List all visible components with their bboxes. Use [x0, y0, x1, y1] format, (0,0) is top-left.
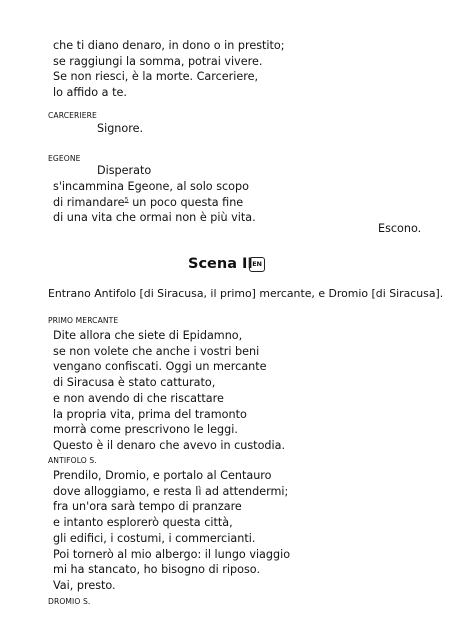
verse-block-antifolo [53, 468, 290, 594]
verse-line: la propria vita, prima del tramonto [53, 407, 247, 421]
verse-block-intro [53, 38, 285, 101]
speaker-name-carceriere: CARCERIERE [48, 111, 97, 120]
verse-text: un poco questa fine [132, 196, 244, 209]
verse-line: di una vita che ormai non è più vita. [53, 211, 256, 224]
verse-line: gli edifici, i costumi, i commercianti. [53, 531, 256, 545]
verse-line-with-footnote [53, 196, 243, 209]
verse-line: che ti diano denaro, in dono o in prestito; [53, 39, 285, 52]
verse-line: Dite allora che siete di Epidamno, [53, 329, 243, 342]
verse-line: di Siracusa è stato catturato, [53, 376, 216, 390]
verse-line: Vai, presto. [53, 578, 116, 592]
verse-block-primo-mercante [53, 328, 285, 454]
stage-direction-disperato: Disperato [97, 164, 152, 177]
speaker-name-primo-mercante: PRIMO MERCANTE [48, 316, 119, 325]
english-version-link-icon[interactable]: EN [249, 257, 265, 272]
footnote-link[interactable]: 5 [124, 195, 129, 204]
verse-line: Questo è il denaro che avevo in custodia. [53, 438, 286, 452]
verse-line: dove alloggiamo, e resta lì ad attendermi; [53, 484, 289, 498]
verse-line: Se non riesci, è la morte. Carceriere, [53, 70, 259, 84]
verse-text: di rimandare [53, 196, 125, 209]
speaker-name-egeone: EGEONE [48, 154, 81, 163]
scene-title: Scena II [188, 256, 253, 272]
verse-line: fra un'ora sarà tempo di pranzare [53, 500, 242, 514]
verse-line: Prendilo, Dromio, e portalo al Centauro [53, 469, 272, 482]
stage-direction-exit: Escono. [378, 222, 422, 235]
verse-line: lo affido a te. [53, 86, 127, 100]
verse-line: morrà come prescrivono le leggi. [53, 423, 238, 437]
speech-line-carceriere: Signore. [97, 122, 144, 135]
verse-line: se raggiungi la somma, potrai vivere. [53, 54, 263, 68]
speaker-name-antifolo: ANTIFOLO S. [48, 456, 97, 465]
speaker-name-dromio: DROMIO S. [48, 597, 91, 606]
stage-direction-entrance: Entrano Antifolo [di Siracusa, il primo] mercante, e Dromio [di Siracusa]. [48, 287, 444, 300]
verse-line: vengano confiscati. Oggi un mercante [53, 360, 267, 374]
verse-line: se non volete che anche i vostri beni [53, 344, 260, 358]
verse-line: e non avendo di che riscattare [53, 391, 224, 405]
verse-line: e intanto esplorerò questa città, [53, 516, 233, 530]
verse-line: mi ha stancato, ho bisogno di riposo. [53, 563, 260, 577]
verse-line: s'incammina Egeone, al solo scopo [53, 180, 249, 193]
verse-line: Poi tornerò al mio albergo: il lungo viaggio [53, 547, 291, 561]
